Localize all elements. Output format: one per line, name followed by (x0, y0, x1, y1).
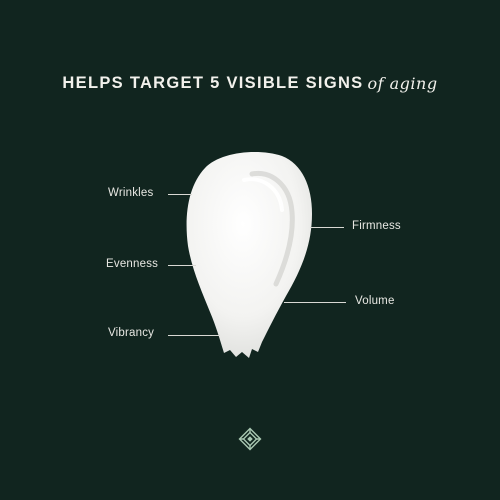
headline-script-text: of aging (367, 74, 438, 93)
callout-label-firmness: Firmness (352, 220, 401, 232)
callout-line-firmness (310, 227, 344, 228)
cream-body (187, 152, 312, 358)
callout-line-vibrancy (168, 335, 220, 336)
callout-label-evenness: Evenness (106, 258, 159, 270)
headline-main-text: HELPS TARGET 5 VISIBLE SIGNS (62, 74, 364, 92)
callout-label-volume: Volume (355, 295, 395, 307)
callout-line-volume (284, 302, 346, 303)
callout-label-vibrancy: Vibrancy (108, 327, 155, 339)
diamond-lattice-icon (238, 427, 262, 451)
callout-line-evenness (168, 265, 196, 266)
callout-label-wrinkles: Wrinkles (108, 187, 154, 199)
callout-line-wrinkles (168, 194, 192, 195)
